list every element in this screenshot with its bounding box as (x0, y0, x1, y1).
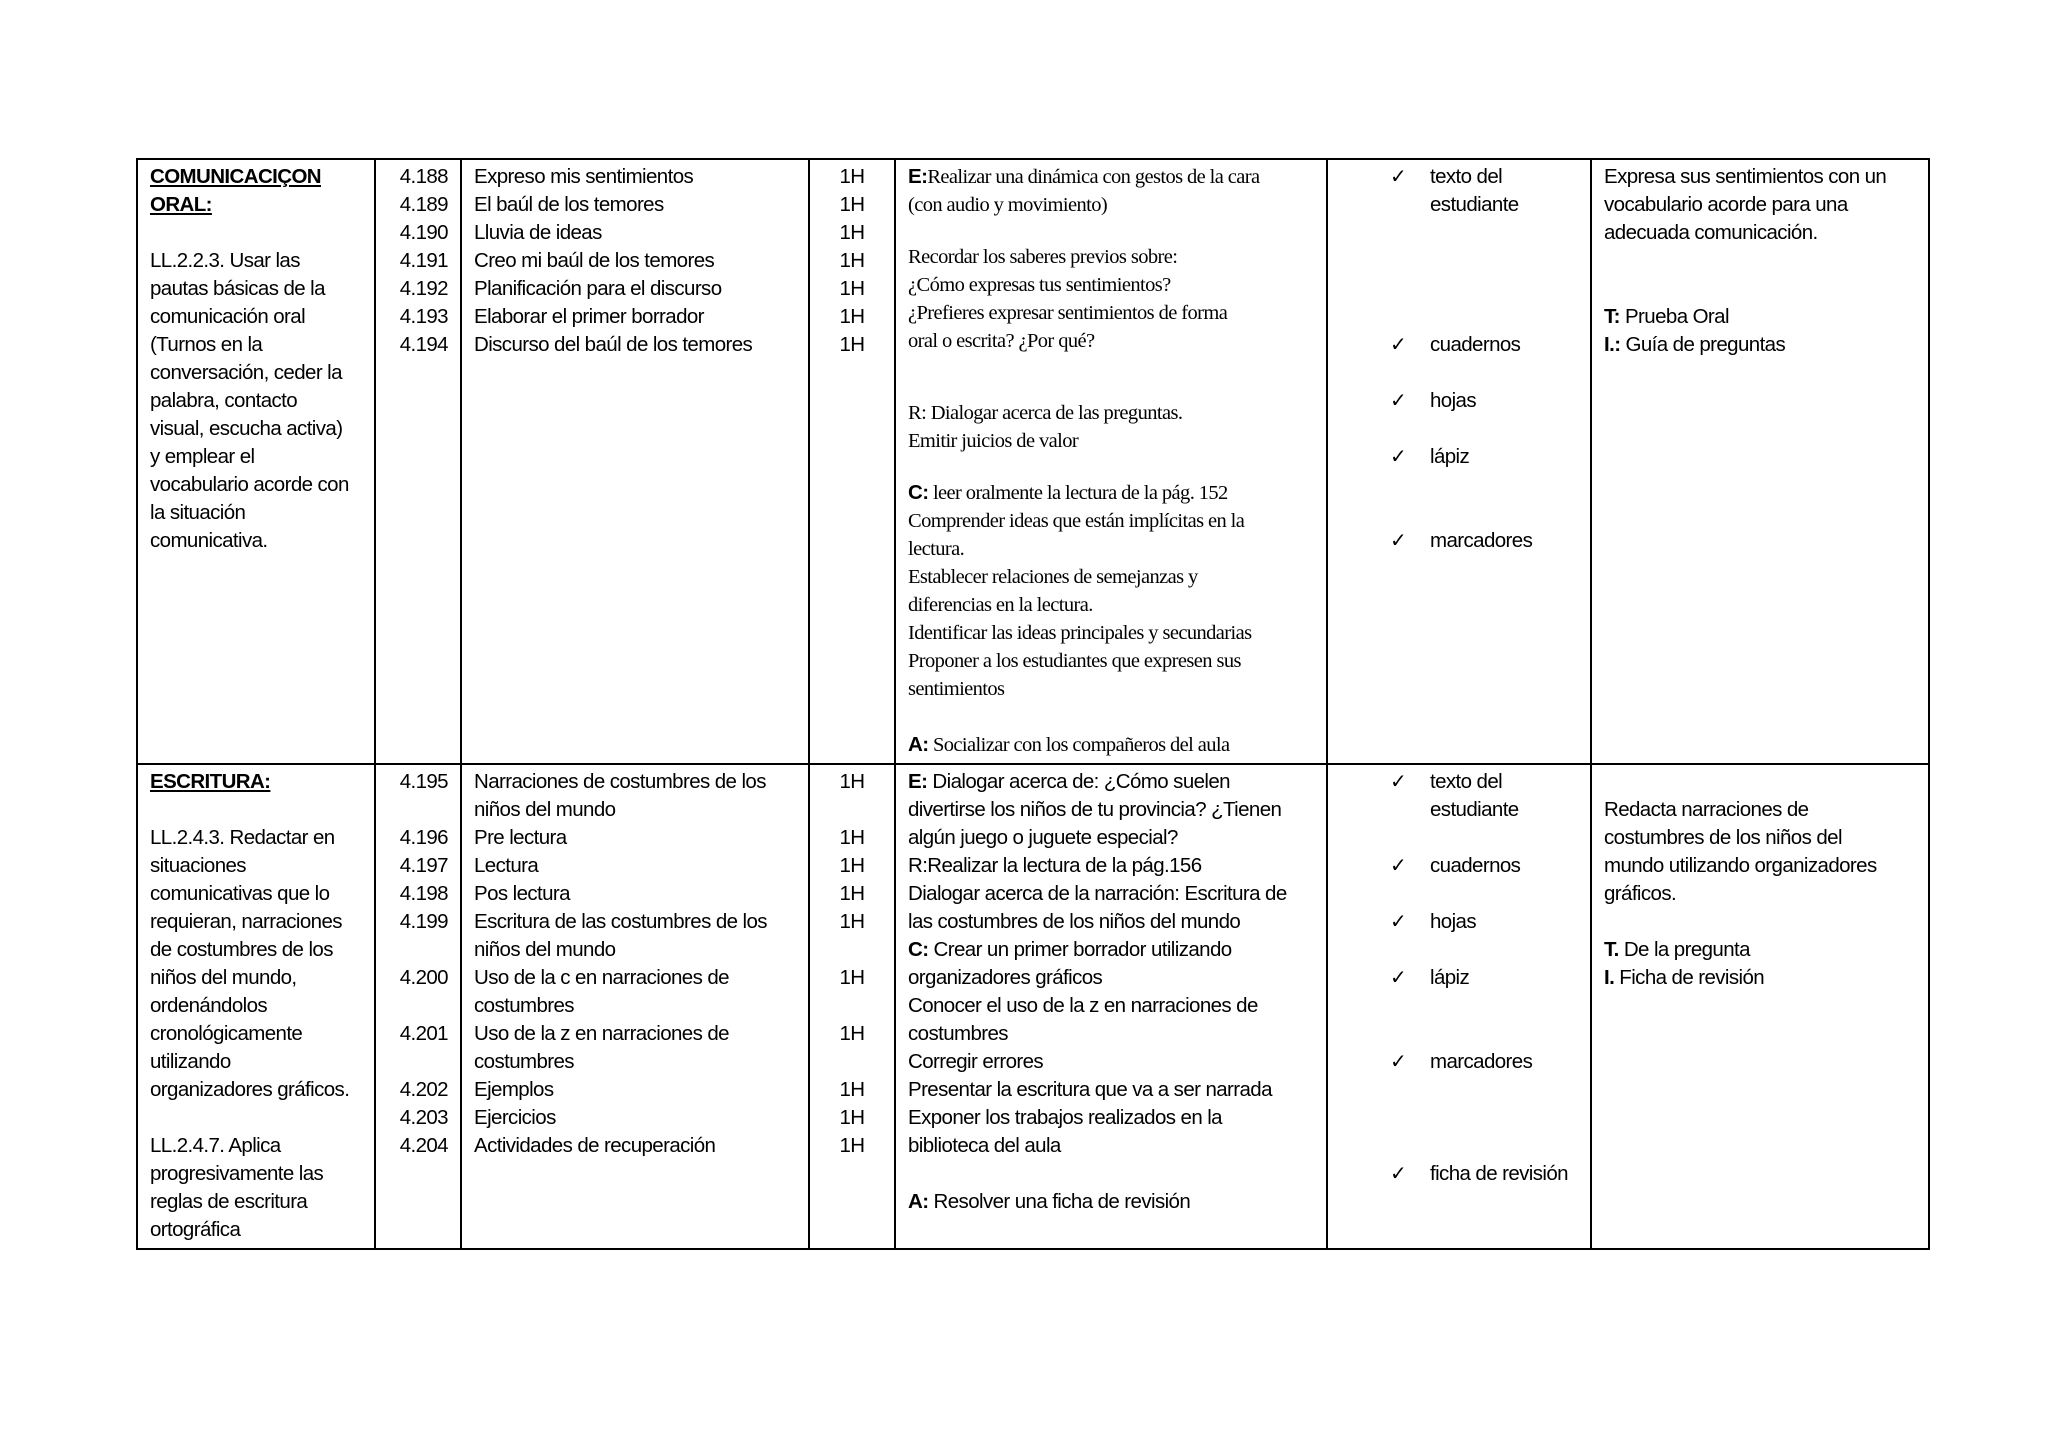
code: 4.192 (399, 277, 448, 300)
strategy-line: Presentar la escritura que va a ser narrada (908, 1078, 1272, 1101)
content-line: Uso de la z en narraciones de (474, 1022, 729, 1045)
strategy-line: Resolver una ficha de revisión (928, 1190, 1191, 1213)
code: 4.190 (399, 221, 448, 244)
checkmark-icon: ✓ (1390, 446, 1407, 468)
contents-cell (461, 159, 809, 764)
content-line: Lluvia de ideas (474, 221, 602, 244)
checkmark-icon: ✓ (1390, 530, 1407, 552)
indicator-line: costumbres de los niños del (1604, 826, 1842, 849)
strategy-line: Exponer los trabajos realizados en la (908, 1106, 1222, 1129)
stage-label-e: E: (908, 770, 928, 793)
skill-line: ordenándolos (150, 994, 268, 1017)
code: 4.191 (399, 249, 448, 272)
strategy-line: Recordar los saberes previos sobre: (908, 246, 1178, 268)
checkmark-icon: ✓ (1390, 911, 1407, 933)
content-line: Ejercicios (474, 1106, 556, 1129)
area-title: COMUNICACIÇON (150, 165, 321, 188)
hours: 1H (839, 249, 865, 272)
hours (822, 936, 882, 964)
indicator-line: Redacta narraciones de (1604, 798, 1809, 821)
stage-label-a: A: (908, 733, 929, 756)
codes-cell (375, 764, 461, 1249)
technique-label: T. (1604, 938, 1619, 961)
evaluation-cell (1591, 764, 1929, 1249)
skill-line: situaciones (150, 854, 246, 877)
hours (822, 992, 882, 1020)
code: 4.202 (399, 1078, 448, 1101)
skill-line: vocabulario acorde con (150, 473, 349, 496)
hours-cell (809, 764, 895, 1249)
code: 4.204 (399, 1134, 448, 1157)
hours: 1H (839, 1022, 865, 1045)
code: 4.201 (399, 1022, 448, 1045)
instrument-label: I.: (1604, 333, 1621, 356)
skill-line: conversación, ceder la (150, 361, 342, 384)
content-line: niños del mundo (474, 798, 616, 821)
hours-cell (809, 159, 895, 764)
resource-item: ✓ lápiz (1340, 443, 1578, 471)
strategy-line: ¿Cómo expresas tus sentimientos? (908, 274, 1171, 296)
skill-line: LL.2.4.7. Aplica (150, 1134, 281, 1157)
technique: De la pregunta (1618, 938, 1750, 961)
skill-line: comunicativas que lo (150, 882, 330, 905)
resources-cell (1327, 159, 1591, 764)
evaluation-cell (1591, 159, 1929, 764)
strategy-line: Establecer relaciones de semejanzas y (908, 566, 1198, 588)
checkmark-icon: ✓ (1390, 967, 1407, 989)
strategy-line: Socializar con los compañeros del aula (928, 734, 1230, 756)
indicator-line: adecuada comunicación. (1604, 221, 1818, 244)
skill-line: cronológicamente (150, 1022, 303, 1045)
skills-cell (137, 764, 375, 1249)
checkmark-icon: ✓ (1390, 1051, 1407, 1073)
codes-cell (375, 159, 461, 764)
strategy-line: algún juego o juguete especial? (908, 826, 1178, 849)
instrument: Ficha de revisión (1614, 966, 1765, 989)
strategy-line: R:Realizar la lectura de la pág.156 (908, 854, 1202, 877)
hours: 1H (839, 1134, 865, 1157)
code (388, 796, 448, 824)
resource-item: ✓ cuadernos (1340, 852, 1578, 880)
strategy-line: Comprender ideas que están implícitas en la (908, 510, 1245, 532)
content-line: Elaborar el primer borrador (474, 305, 704, 328)
skill-line: pautas básicas de la (150, 277, 325, 300)
resource-item: ✓ lápiz (1340, 964, 1578, 992)
resource-item: ✓ ficha de revisión (1340, 1160, 1578, 1188)
strategy-line: Realizar una dinámica con gestos de la cara (927, 166, 1260, 188)
indicator-line: Expresa sus sentimientos con un (1604, 165, 1887, 188)
instrument: Guía de preguntas (1620, 333, 1786, 356)
strategies-cell (895, 159, 1327, 764)
skill-line: visual, escucha activa) (150, 417, 343, 440)
strategy-line: biblioteca del aula (908, 1134, 1061, 1157)
strategy-line: ¿Prefieres expresar sentimientos de forma (908, 302, 1228, 324)
strategy-line: costumbres (908, 1022, 1008, 1045)
code: 4.195 (399, 770, 448, 793)
code: 4.188 (399, 165, 448, 188)
hours: 1H (839, 826, 865, 849)
skill-line: niños del mundo, (150, 966, 297, 989)
lesson-plan-table (136, 158, 1930, 1250)
skill-line: LL.2.2.3. Usar las (150, 249, 300, 272)
content-line: Uso de la c en narraciones de (474, 966, 729, 989)
content-line: Pre lectura (474, 826, 567, 849)
indicator-line: gráficos. (1604, 882, 1677, 905)
checkmark-icon: ✓ (1390, 855, 1407, 877)
content-line: Escritura de las costumbres de los (474, 910, 767, 933)
content-line: costumbres (474, 1050, 574, 1073)
skill-line (150, 1104, 362, 1132)
strategy-line: Emitir juicios de valor (908, 430, 1079, 452)
instrument-label: I. (1604, 966, 1615, 989)
stage-label-a: A: (908, 1190, 929, 1213)
strategy-line: diferencias en la lectura. (908, 594, 1093, 616)
checkmark-icon: ✓ (1390, 166, 1407, 188)
content-line: Expreso mis sentimientos (474, 165, 694, 188)
code (388, 936, 448, 964)
hours: 1H (839, 305, 865, 328)
strategies-cell (895, 764, 1327, 1249)
strategy-line: lectura. (908, 538, 965, 560)
skill-line: la situación (150, 501, 246, 524)
skill-line: de costumbres de los (150, 938, 333, 961)
code: 4.199 (399, 910, 448, 933)
skill-line: utilizando (150, 1050, 231, 1073)
skill-line: comunicativa. (150, 529, 268, 552)
hours: 1H (839, 333, 865, 356)
content-line: Discurso del baúl de los temores (474, 333, 753, 356)
skill-line: palabra, contacto (150, 389, 298, 412)
checkmark-icon: ✓ (1390, 1163, 1407, 1185)
hours: 1H (839, 1078, 865, 1101)
strategy-line: (con audio y movimiento) (908, 194, 1108, 216)
skill-line: progresivamente las (150, 1162, 324, 1185)
code: 4.194 (399, 333, 448, 356)
hours: 1H (839, 221, 865, 244)
content-line: Actividades de recuperación (474, 1134, 716, 1157)
strategy-line: las costumbres de los niños del mundo (908, 910, 1241, 933)
strategy-line: R: Dialogar acerca de las preguntas. (908, 402, 1183, 424)
content-line: costumbres (474, 994, 574, 1017)
strategy-line: Crear un primer borrador utilizando (928, 938, 1232, 961)
resource-item: ✓ marcadores (1340, 527, 1578, 555)
stage-label-c: C: (908, 938, 929, 961)
resources-cell (1327, 764, 1591, 1249)
content-line: niños del mundo (474, 938, 616, 961)
hours: 1H (839, 193, 865, 216)
content-line: Pos lectura (474, 882, 570, 905)
stage-label-e: E: (908, 165, 928, 188)
code: 4.197 (399, 854, 448, 877)
skill-line: LL.2.4.3. Redactar en (150, 826, 335, 849)
content-line: Narraciones de costumbres de los (474, 770, 766, 793)
skills-cell (137, 159, 375, 764)
table-row (137, 764, 1929, 1249)
resource-item: ✓ texto del estudiante (1390, 165, 1519, 216)
content-line: Planificación para el discurso (474, 277, 722, 300)
resource-item: ✓ hojas (1340, 908, 1578, 936)
area-title: ORAL: (150, 193, 212, 216)
strategy-line: organizadores gráficos (908, 966, 1103, 989)
content-line: El baúl de los temores (474, 193, 664, 216)
code (388, 992, 448, 1020)
strategy-line: Dialogar acerca de: ¿Cómo suelen (927, 770, 1230, 793)
table-row (137, 159, 1929, 764)
indicator-line: vocabulario acorde para una (1604, 193, 1848, 216)
resource-item: ✓ marcadores (1340, 1048, 1578, 1076)
code: 4.193 (399, 305, 448, 328)
hours: 1H (839, 165, 865, 188)
skill-line: comunicación oral (150, 305, 306, 328)
skill-line: organizadores gráficos. (150, 1078, 350, 1101)
technique-label: T: (1604, 305, 1620, 328)
content-line: Lectura (474, 854, 539, 877)
resource-item: ✓ hojas (1340, 387, 1578, 415)
content-line: Creo mi baúl de los temores (474, 249, 715, 272)
content-line: Ejemplos (474, 1078, 554, 1101)
code: 4.198 (399, 882, 448, 905)
hours: 1H (839, 770, 865, 793)
skill-line: y emplear el (150, 445, 255, 468)
code: 4.200 (399, 966, 448, 989)
strategy-line: divertirse los niños de tu provincia? ¿Tienen (908, 798, 1282, 821)
strategy-line: oral o escrita? ¿Por qué? (908, 330, 1095, 352)
skill-line: reglas de escritura (150, 1190, 308, 1213)
strategy-line: Identificar las ideas principales y secundarias (908, 622, 1252, 644)
resource-item: ✓ cuadernos (1340, 331, 1578, 359)
checkmark-icon: ✓ (1390, 390, 1407, 412)
strategy-line: Dialogar acerca de la narración: Escritura de (908, 882, 1287, 905)
code: 4.203 (399, 1106, 448, 1129)
hours: 1H (839, 277, 865, 300)
checkmark-icon: ✓ (1390, 334, 1407, 356)
hours (822, 1048, 882, 1076)
code: 4.196 (399, 826, 448, 849)
strategy-line: sentimientos (908, 678, 1005, 700)
area-title: ESCRITURA: (150, 770, 271, 793)
stage-label-c: C: (908, 481, 929, 504)
hours: 1H (839, 966, 865, 989)
technique: Prueba Oral (1619, 305, 1729, 328)
hours: 1H (839, 1106, 865, 1129)
resource-item: ✓ texto del estudiante (1390, 770, 1519, 821)
indicator-line: mundo utilizando organizadores (1604, 854, 1877, 877)
strategy-line: Corregir errores (908, 1050, 1044, 1073)
hours (822, 796, 882, 824)
strategy-line: Conocer el uso de la z en narraciones de (908, 994, 1258, 1017)
code (388, 1048, 448, 1076)
skill-line: ortográfica (150, 1218, 241, 1241)
skill-line: (Turnos en la (150, 333, 263, 356)
contents-cell (461, 764, 809, 1249)
hours: 1H (839, 854, 865, 877)
hours: 1H (839, 882, 865, 905)
skill-line: requieran, narraciones (150, 910, 342, 933)
strategy-line: Proponer a los estudiantes que expresen sus (908, 650, 1241, 672)
checkmark-icon: ✓ (1390, 771, 1407, 793)
strategy-line: leer oralmente la lectura de la pág. 152 (928, 482, 1228, 504)
code: 4.189 (399, 193, 448, 216)
hours: 1H (839, 910, 865, 933)
